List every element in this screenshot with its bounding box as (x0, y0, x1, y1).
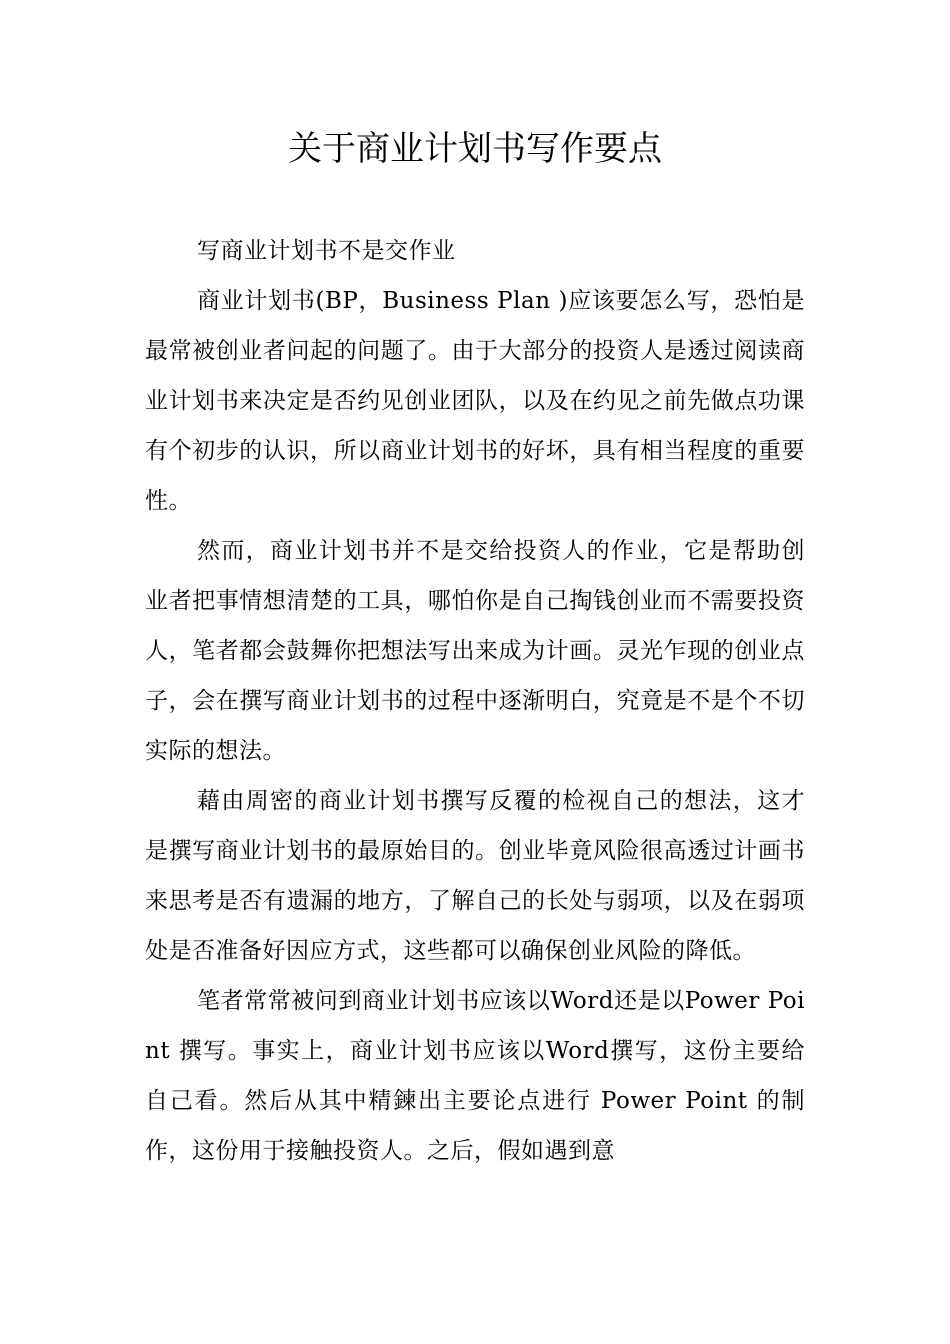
paragraph: 藉由周密的商业计划书撰写反覆的检视自己的想法，这才是撰写商业计划书的最原始目的。创业毕竟风险很高透过计画书来思考是否有遗漏的地方，了解自己的长处与弱项，以及在弱项处是否准备好因应方式，这些都可以确保创业风险的降低。 (145, 788, 805, 964)
paragraph: 笔者常常被问到商业计划书应该以Word还是以Power Point 撰写。事实上，商业计划书应该以Word撰写，这份主要给自己看。然后从其中精鍊出主要论点进行 Power Point 的制作，这份用于接触投资人。之后，假如遇到意 (145, 988, 805, 1164)
document-body (145, 226, 805, 1176)
paragraph: 商业计划书(BP，Business Plan )应该要怎么写，恐怕是最常被创业者问起的问题了。由于大部分的投资人是透过阅读商业计划书来决定是否约见创业团队，以及在约见之前先做点功课有个初步的认识，所以商业计划书的好坏，具有相当程度的重要性。 (145, 288, 805, 514)
document-title: 关于商业计划书写作要点 (288, 129, 662, 169)
paragraph: 然而，商业计划书并不是交给投资人的作业，它是帮助创业者把事情想清楚的工具，哪怕你是自己掏钱创业而不需要投资人，笔者都会鼓舞你把想法写出来成为计画。灵光乍现的创业点子，会在撰写商业计划书的过程中逐渐明白，究竟是不是个不切实际的想法。 (145, 538, 805, 764)
paragraph-heading: 写商业计划书不是交作业 (197, 238, 456, 264)
